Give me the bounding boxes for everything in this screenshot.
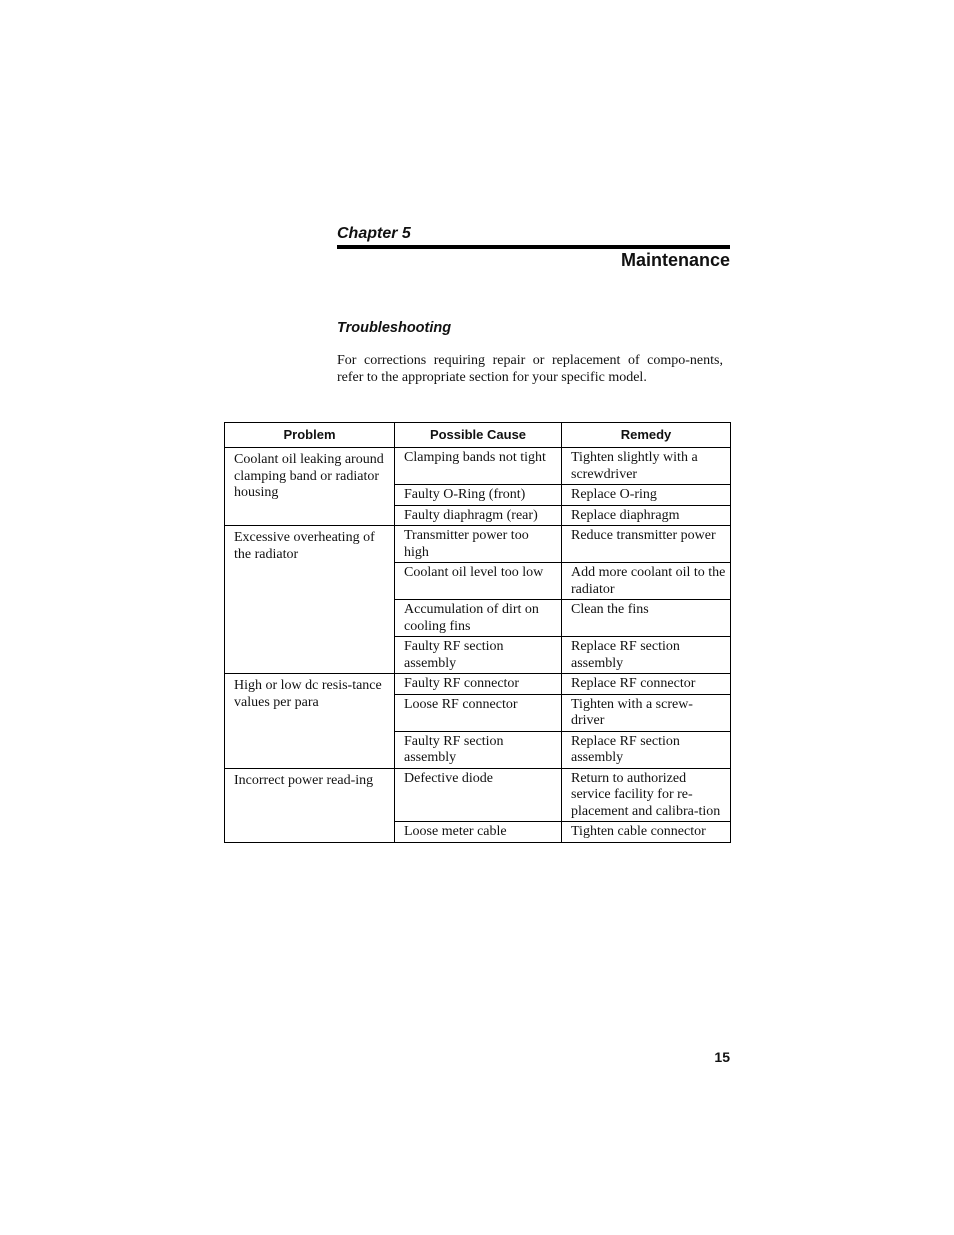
table-row xyxy=(225,768,731,822)
header-problem: Problem xyxy=(225,423,395,448)
remedy-cell: Clean the fins xyxy=(562,600,731,637)
cause-cell: Faulty RF section assembly xyxy=(395,731,562,768)
cause-cell: Faulty diaphragm (rear) xyxy=(395,505,562,526)
table-row xyxy=(225,674,731,695)
chapter-title: Maintenance xyxy=(620,250,730,270)
remedy-cell: Replace diaphragm xyxy=(562,505,731,526)
cause-cell: Transmitter power too high xyxy=(395,526,562,563)
remedy-cell: Tighten with a screw-driver xyxy=(562,694,731,731)
remedy-cell: Replace RF section assembly xyxy=(562,637,731,674)
cause-cell: Loose RF connector xyxy=(395,694,562,731)
header-possible-cause: Possible Cause xyxy=(395,423,562,448)
table-row xyxy=(225,526,731,563)
remedy-cell: Replace RF section assembly xyxy=(562,731,731,768)
header-remedy: Remedy xyxy=(562,423,731,448)
cause-cell: Accumulation of dirt on cooling fins xyxy=(395,600,562,637)
cause-cell: Faulty RF section assembly xyxy=(395,637,562,674)
cause-cell: Coolant oil level too low xyxy=(395,563,562,600)
cause-cell: Faulty O-Ring (front) xyxy=(395,485,562,506)
remedy-cell: Tighten cable connector xyxy=(562,822,731,843)
cause-cell: Defective diode xyxy=(395,768,562,822)
intro-paragraph: For corrections requiring repair or replacement of compo-nents, refer to the appropriate section for your specific model. xyxy=(337,353,723,385)
problem-cell: Excessive overheating of the radiator xyxy=(225,526,395,674)
page-number: 15 xyxy=(714,1049,730,1065)
problem-cell: Incorrect power read-ing xyxy=(225,768,395,842)
problem-cell: Coolant oil leaking around clamping band or radiator housing xyxy=(225,448,395,526)
cause-cell: Clamping bands not tight xyxy=(395,448,562,485)
problem-cell: High or low dc resis-tance values per para xyxy=(225,674,395,769)
chapter-label: Chapter 5 xyxy=(337,225,411,242)
section-heading: Troubleshooting xyxy=(337,320,452,336)
remedy-cell: Return to authorized service facility for re-placement and calibra-tion xyxy=(562,768,731,822)
remedy-cell: Reduce transmitter power xyxy=(562,526,731,563)
troubleshooting-table xyxy=(224,422,731,843)
remedy-cell: Tighten slightly with a screwdriver xyxy=(562,448,731,485)
cause-cell: Faulty RF connector xyxy=(395,674,562,695)
remedy-cell: Replace RF connector xyxy=(562,674,731,695)
remedy-cell: Add more coolant oil to the radiator xyxy=(562,563,731,600)
chapter-rule xyxy=(337,245,730,249)
cause-cell: Loose meter cable xyxy=(395,822,562,843)
table-row xyxy=(225,448,731,485)
table-header-row xyxy=(225,423,731,448)
remedy-cell: Replace O-ring xyxy=(562,485,731,506)
